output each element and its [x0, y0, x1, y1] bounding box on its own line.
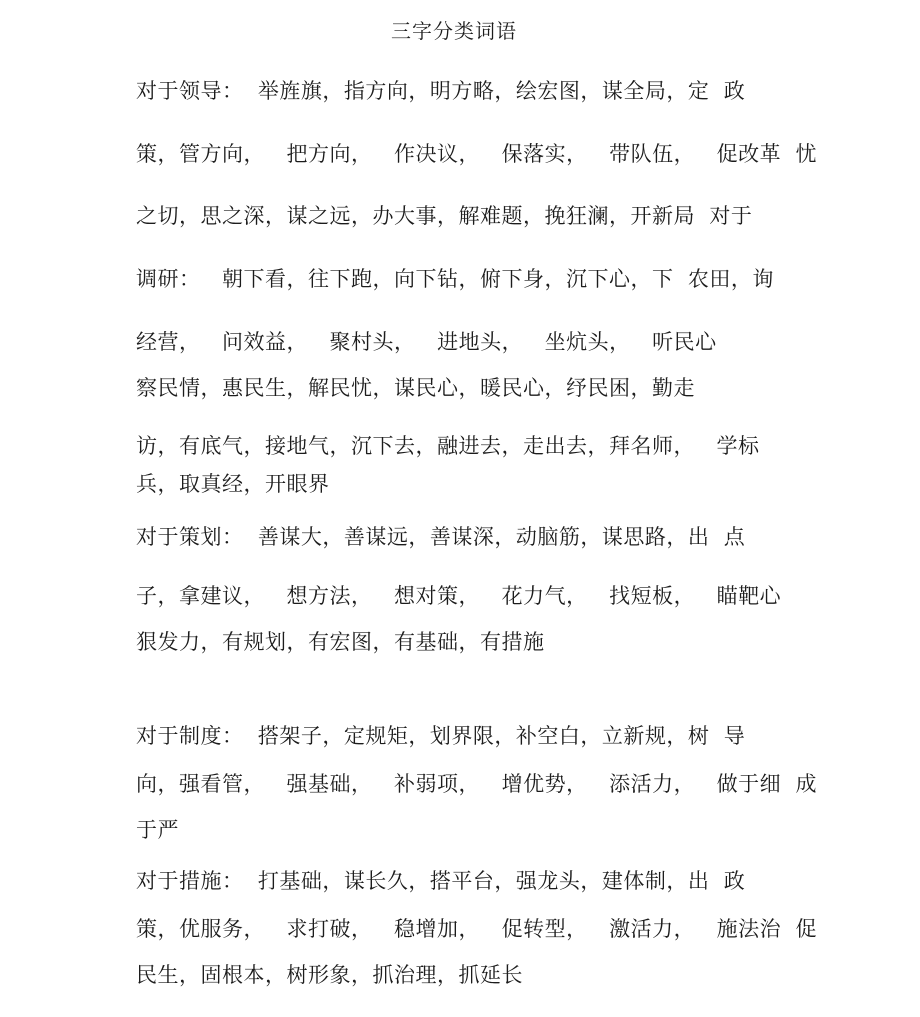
text-line: 子，拿建议， 想方法， 想对策， 花力气， 找短板， 瞄靶心 [136, 584, 782, 608]
text-line: 之切，思之深，谋之远，办大事，解难题，挽狂澜，开新局 对于 [136, 204, 753, 228]
text-line: 对于措施： 打基础，谋长久，搭平台，强龙头，建体制，出 政 [136, 869, 746, 893]
document-title: 三字分类词语 [391, 19, 517, 43]
text-line: 经营， 问效益， 聚村头， 进地头， 坐炕头， 听民心 [136, 330, 717, 354]
text-line: 兵，取真经，开眼界 [136, 472, 330, 496]
text-line: 调研： 朝下看，往下跑，向下钻，俯下身，沉下心，下 农田，询 [136, 267, 774, 291]
text-line: 策，管方向， 把方向， 作决议， 保落实， 带队伍， 促改革 忧 [136, 142, 817, 166]
text-line: 对于制度： 搭架子，定规矩，划界限，补空白，立新规，树 导 [136, 724, 746, 748]
text-line: 向，强看管， 强基础， 补弱项， 增优势， 添活力， 做于细 成 [136, 772, 817, 796]
text-line: 于严 [136, 818, 179, 842]
text-line: 狠发力，有规划，有宏图，有基础，有措施 [136, 630, 545, 654]
text-line: 察民情，惠民生，解民忧，谋民心，暖民心，纾民困，勤走 [136, 376, 695, 400]
text-line: 访，有底气，接地气，沉下去，融进去，走出去，拜名师， 学标 [136, 434, 760, 458]
text-line: 策，优服务， 求打破， 稳增加， 促转型， 激活力， 施法治 促 [136, 917, 817, 941]
text-line: 对于策划： 善谋大，善谋远，善谋深，动脑筋，谋思路，出 点 [136, 525, 746, 549]
text-line: 对于领导： 举旌旗，指方向，明方略，绘宏图，谋全局，定 政 [136, 79, 746, 103]
text-line: 民生，固根本，树形象，抓治理，抓延长 [136, 963, 523, 987]
